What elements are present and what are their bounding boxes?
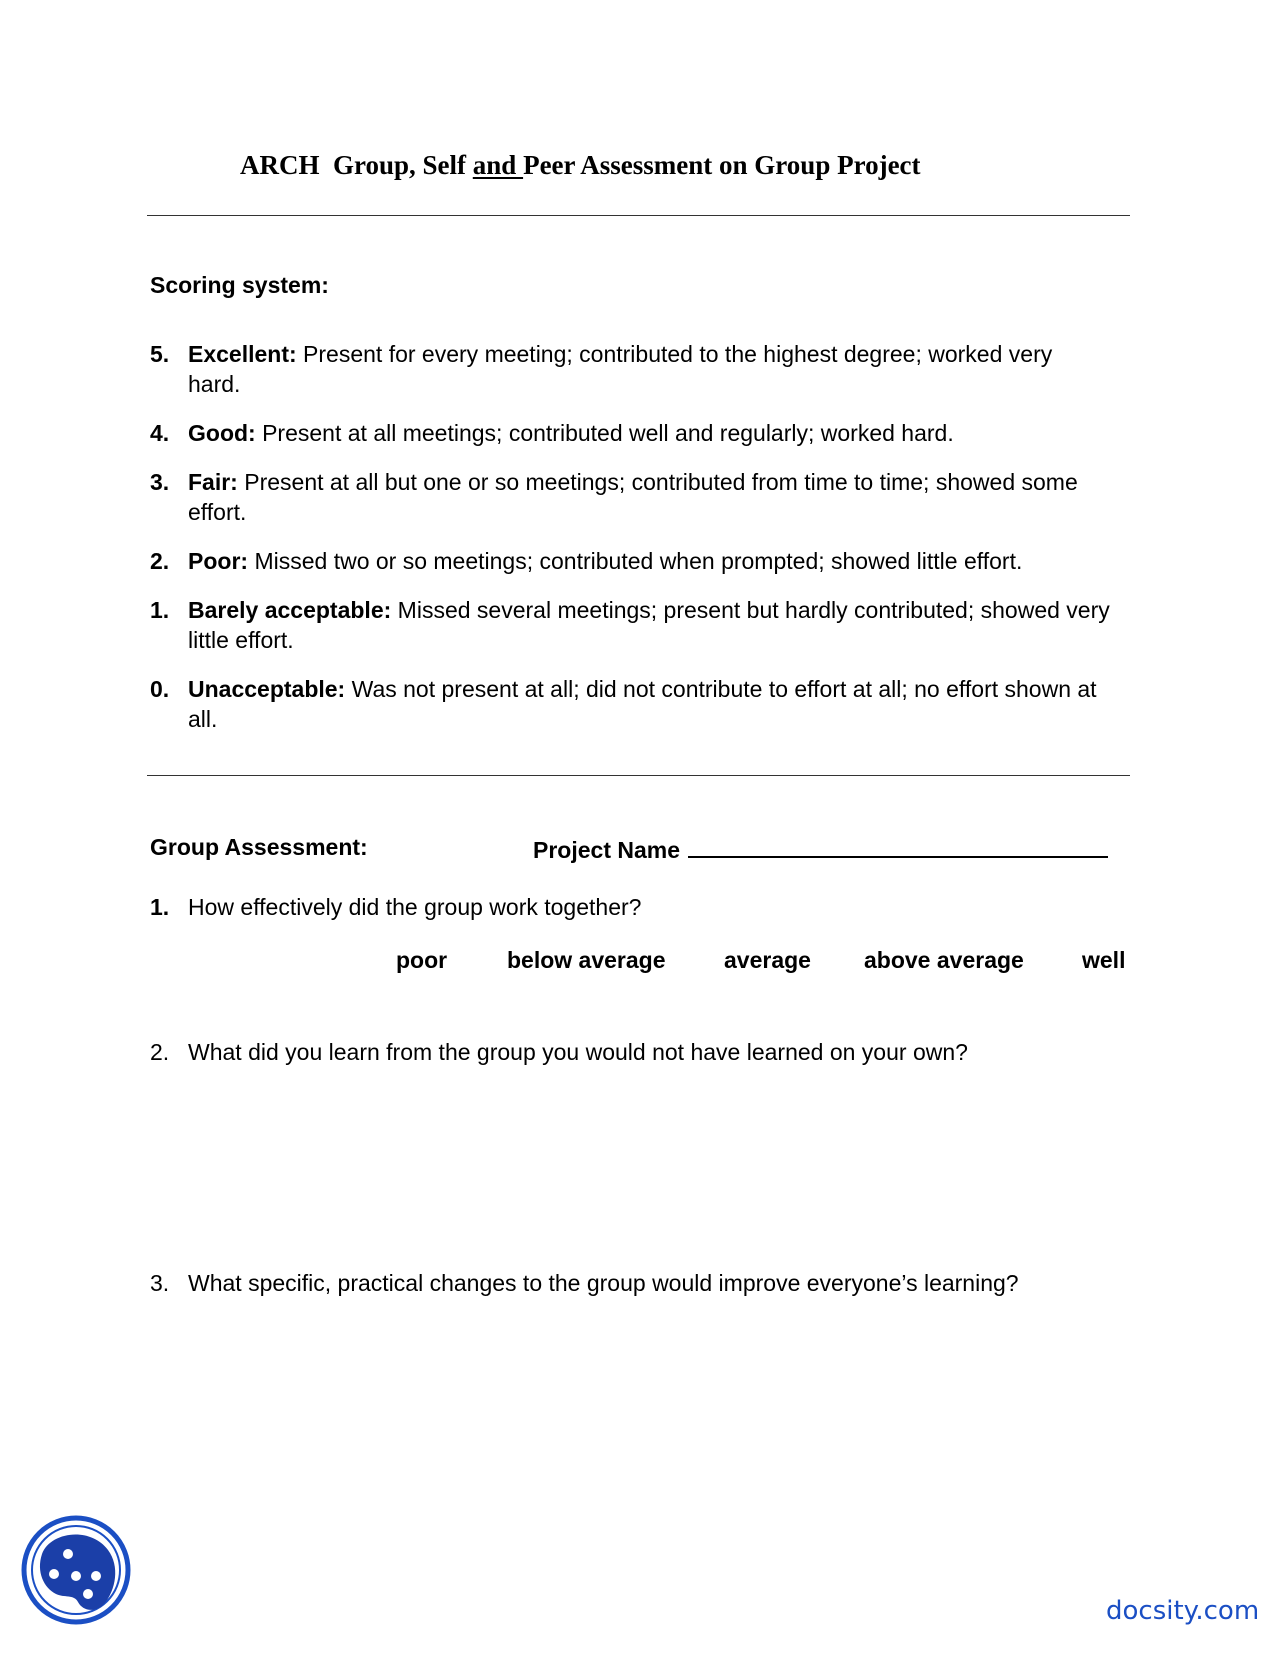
score-label: Poor: [188,548,249,574]
project-name-label: Project Name [533,837,681,863]
score-description: Present at all but one or so meetings; contributed from time to time; showed some effort. [188,469,1078,525]
docsity-logo-icon[interactable] [20,1514,132,1626]
score-description: Present at all meetings; contributed well and regularly; worked hard. [255,420,954,446]
project-name-blank[interactable] [688,834,1108,858]
rating-option[interactable]: above average [864,947,1024,973]
score-number: 1. [150,597,170,623]
score-item [150,467,1110,527]
docsity-brand-link[interactable]: docsity.com [1106,1596,1260,1626]
score-number: 0. [150,676,170,702]
score-number: 4. [150,420,170,446]
rating-option[interactable]: well [1082,947,1126,973]
group-assessment-heading: Group Assessment: [150,834,368,860]
rating-option[interactable]: average [724,947,811,973]
score-item [150,674,1110,734]
title-suffix: Peer Assessment on Group Project [523,150,921,180]
score-description: Missed several meetings; present but hardly contributed; showed very little effort. [188,597,1110,653]
scoring-heading: Scoring system: [150,272,329,298]
title-underlined-word: and [472,150,524,180]
question-1 [150,892,641,922]
score-item [150,339,1110,399]
score-label: Unacceptable: [188,676,346,702]
score-label: Good: [188,420,256,446]
question-number: 2. [150,1039,170,1065]
score-number: 2. [150,548,170,574]
question-text: How effectively did the group work together? [188,894,642,920]
score-description: Was not present at all; did not contribute to effort at all; no effort shown at all. [188,676,1097,732]
project-name-field [533,834,1108,864]
rating-option[interactable]: poor [396,947,448,973]
score-description: Present for every meeting; contributed to the highest degree; worked very hard. [188,341,1053,397]
rating-option[interactable]: below average [507,947,666,973]
score-label: Fair: [188,469,238,495]
question-2 [150,1037,968,1067]
question-3 [150,1268,1019,1298]
question-text: What specific, practical changes to the group would improve everyone’s learning? [188,1270,1019,1296]
top-divider [147,215,1130,216]
score-description: Missed two or so meetings; contributed when prompted; showed little effort. [248,548,1023,574]
score-item [150,418,1110,448]
page-title [240,150,921,181]
score-label: Excellent: [188,341,297,367]
score-label: Barely acceptable: [188,597,392,623]
middle-divider [147,775,1130,776]
title-prefix: ARCH Group, Self [240,150,473,180]
scoring-list [150,339,1110,753]
question-text: What did you learn from the group you would not have learned on your own? [188,1039,968,1065]
score-number: 3. [150,469,170,495]
score-item [150,546,1110,576]
score-number: 5. [150,341,170,367]
score-item [150,595,1110,655]
question-number: 3. [150,1270,170,1296]
question-number: 1. [150,894,170,920]
